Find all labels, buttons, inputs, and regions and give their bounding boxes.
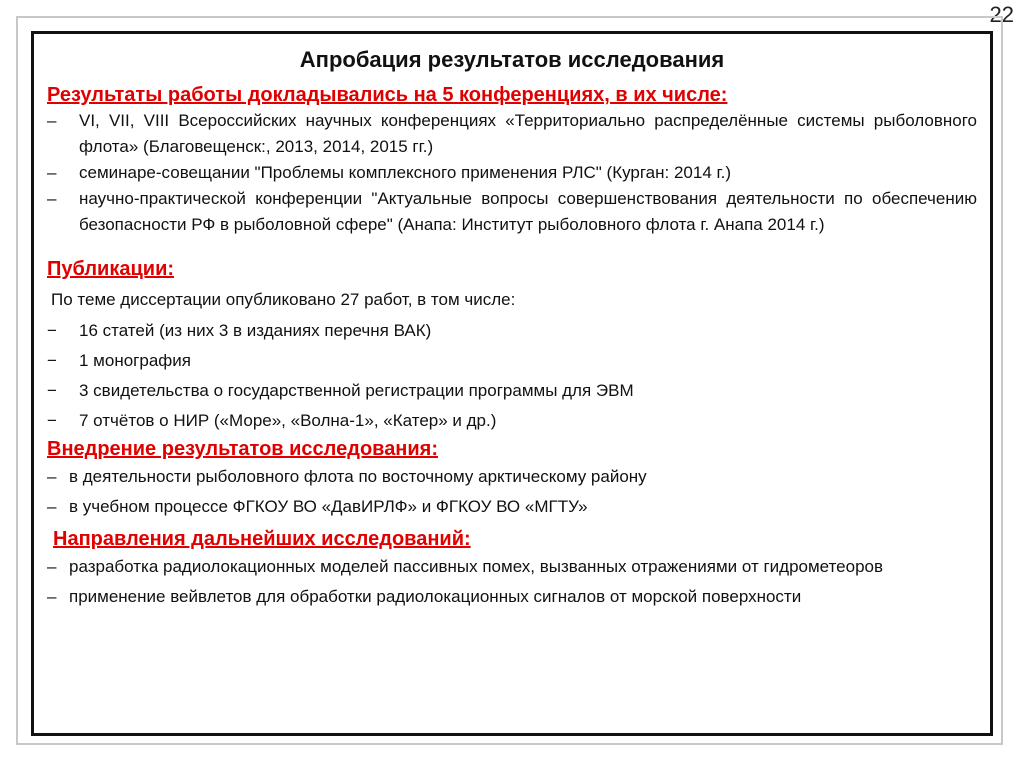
list-dash: −: [47, 381, 57, 400]
list-dash: –: [47, 189, 57, 208]
future-list: [47, 552, 977, 612]
list-item-text: VI, VII, VIII Всероссийских научных конференциях «Территориально распределённые системы рыболовного флота» (Благовещенск:, 2013, 2014, 2015 гг.): [79, 111, 977, 156]
conferences-list: [47, 108, 977, 238]
publications-section: [47, 256, 977, 436]
list-item: [47, 186, 977, 238]
list-item-text: научно-практической конференции "Актуальные вопросы совершенствования деятельности по обеспечению безопасности РФ в рыболовной сфере" (Анапа: Институт рыболовного флота г. Анапа 2014 г.): [79, 189, 977, 234]
list-item-text: 16 статей (из них 3 в изданиях перечня ВАК): [79, 321, 432, 340]
list-dash: –: [47, 557, 57, 576]
list-dash: –: [47, 587, 57, 606]
list-item-text: в деятельности рыболовного флота по восточному арктическому району: [69, 467, 647, 486]
list-item: [47, 160, 977, 186]
list-dash: −: [47, 411, 57, 430]
list-item: [47, 108, 977, 160]
list-dash: –: [47, 111, 57, 130]
list-dash: –: [47, 467, 57, 486]
list-item: [47, 552, 977, 582]
future-heading: Направления дальнейших исследований:: [53, 528, 471, 550]
publications-intro: По теме диссертации опубликовано 27 работ, в том числе:: [51, 290, 516, 309]
list-item: [47, 582, 977, 612]
list-item-text: семинаре-совещании "Проблемы комплексного применения РЛС" (Курган: 2014 г.): [79, 163, 732, 182]
list-dash: –: [47, 163, 57, 182]
list-item-text: 1 монография: [79, 351, 191, 370]
list-item-text: 7 отчётов о НИР («Море», «Волна-1», «Катер» и др.): [79, 411, 497, 430]
implementation-section: [47, 436, 977, 522]
publications-list: [47, 316, 977, 436]
list-item-text: в учебном процессе ФГКОУ ВО «ДавИРЛФ» и ФГКОУ ВО «МГТУ»: [69, 497, 588, 516]
future-section: [47, 526, 977, 612]
list-item: [47, 492, 977, 522]
implementation-list: [47, 462, 977, 522]
list-item: [47, 406, 977, 436]
list-item-text: применение вейвлетов для обработки радиолокационных сигналов от морской поверхности: [69, 587, 802, 606]
slide-content: [47, 40, 977, 612]
list-item: [47, 346, 977, 376]
list-dash: −: [47, 351, 57, 370]
list-item: [47, 376, 977, 406]
list-item-text: разработка радиолокационных моделей пассивных помех, вызванных отражениями от гидрометеоров: [69, 557, 884, 576]
slide-title: Апробация результатов исследования: [299, 47, 725, 72]
page-number: 22: [989, 2, 1014, 27]
conferences-section: [47, 82, 977, 238]
list-dash: −: [47, 321, 57, 340]
implementation-heading: Внедрение результатов исследования:: [47, 438, 439, 460]
list-item: [47, 316, 977, 346]
publications-heading: Публикации:: [47, 258, 175, 280]
list-dash: –: [47, 497, 57, 516]
conferences-heading: Результаты работы докладывались на 5 конференциях, в их числе:: [47, 84, 728, 106]
list-item-text: 3 свидетельства о государственной регистрации программы для ЭВМ: [79, 381, 634, 400]
list-item: [47, 462, 977, 492]
